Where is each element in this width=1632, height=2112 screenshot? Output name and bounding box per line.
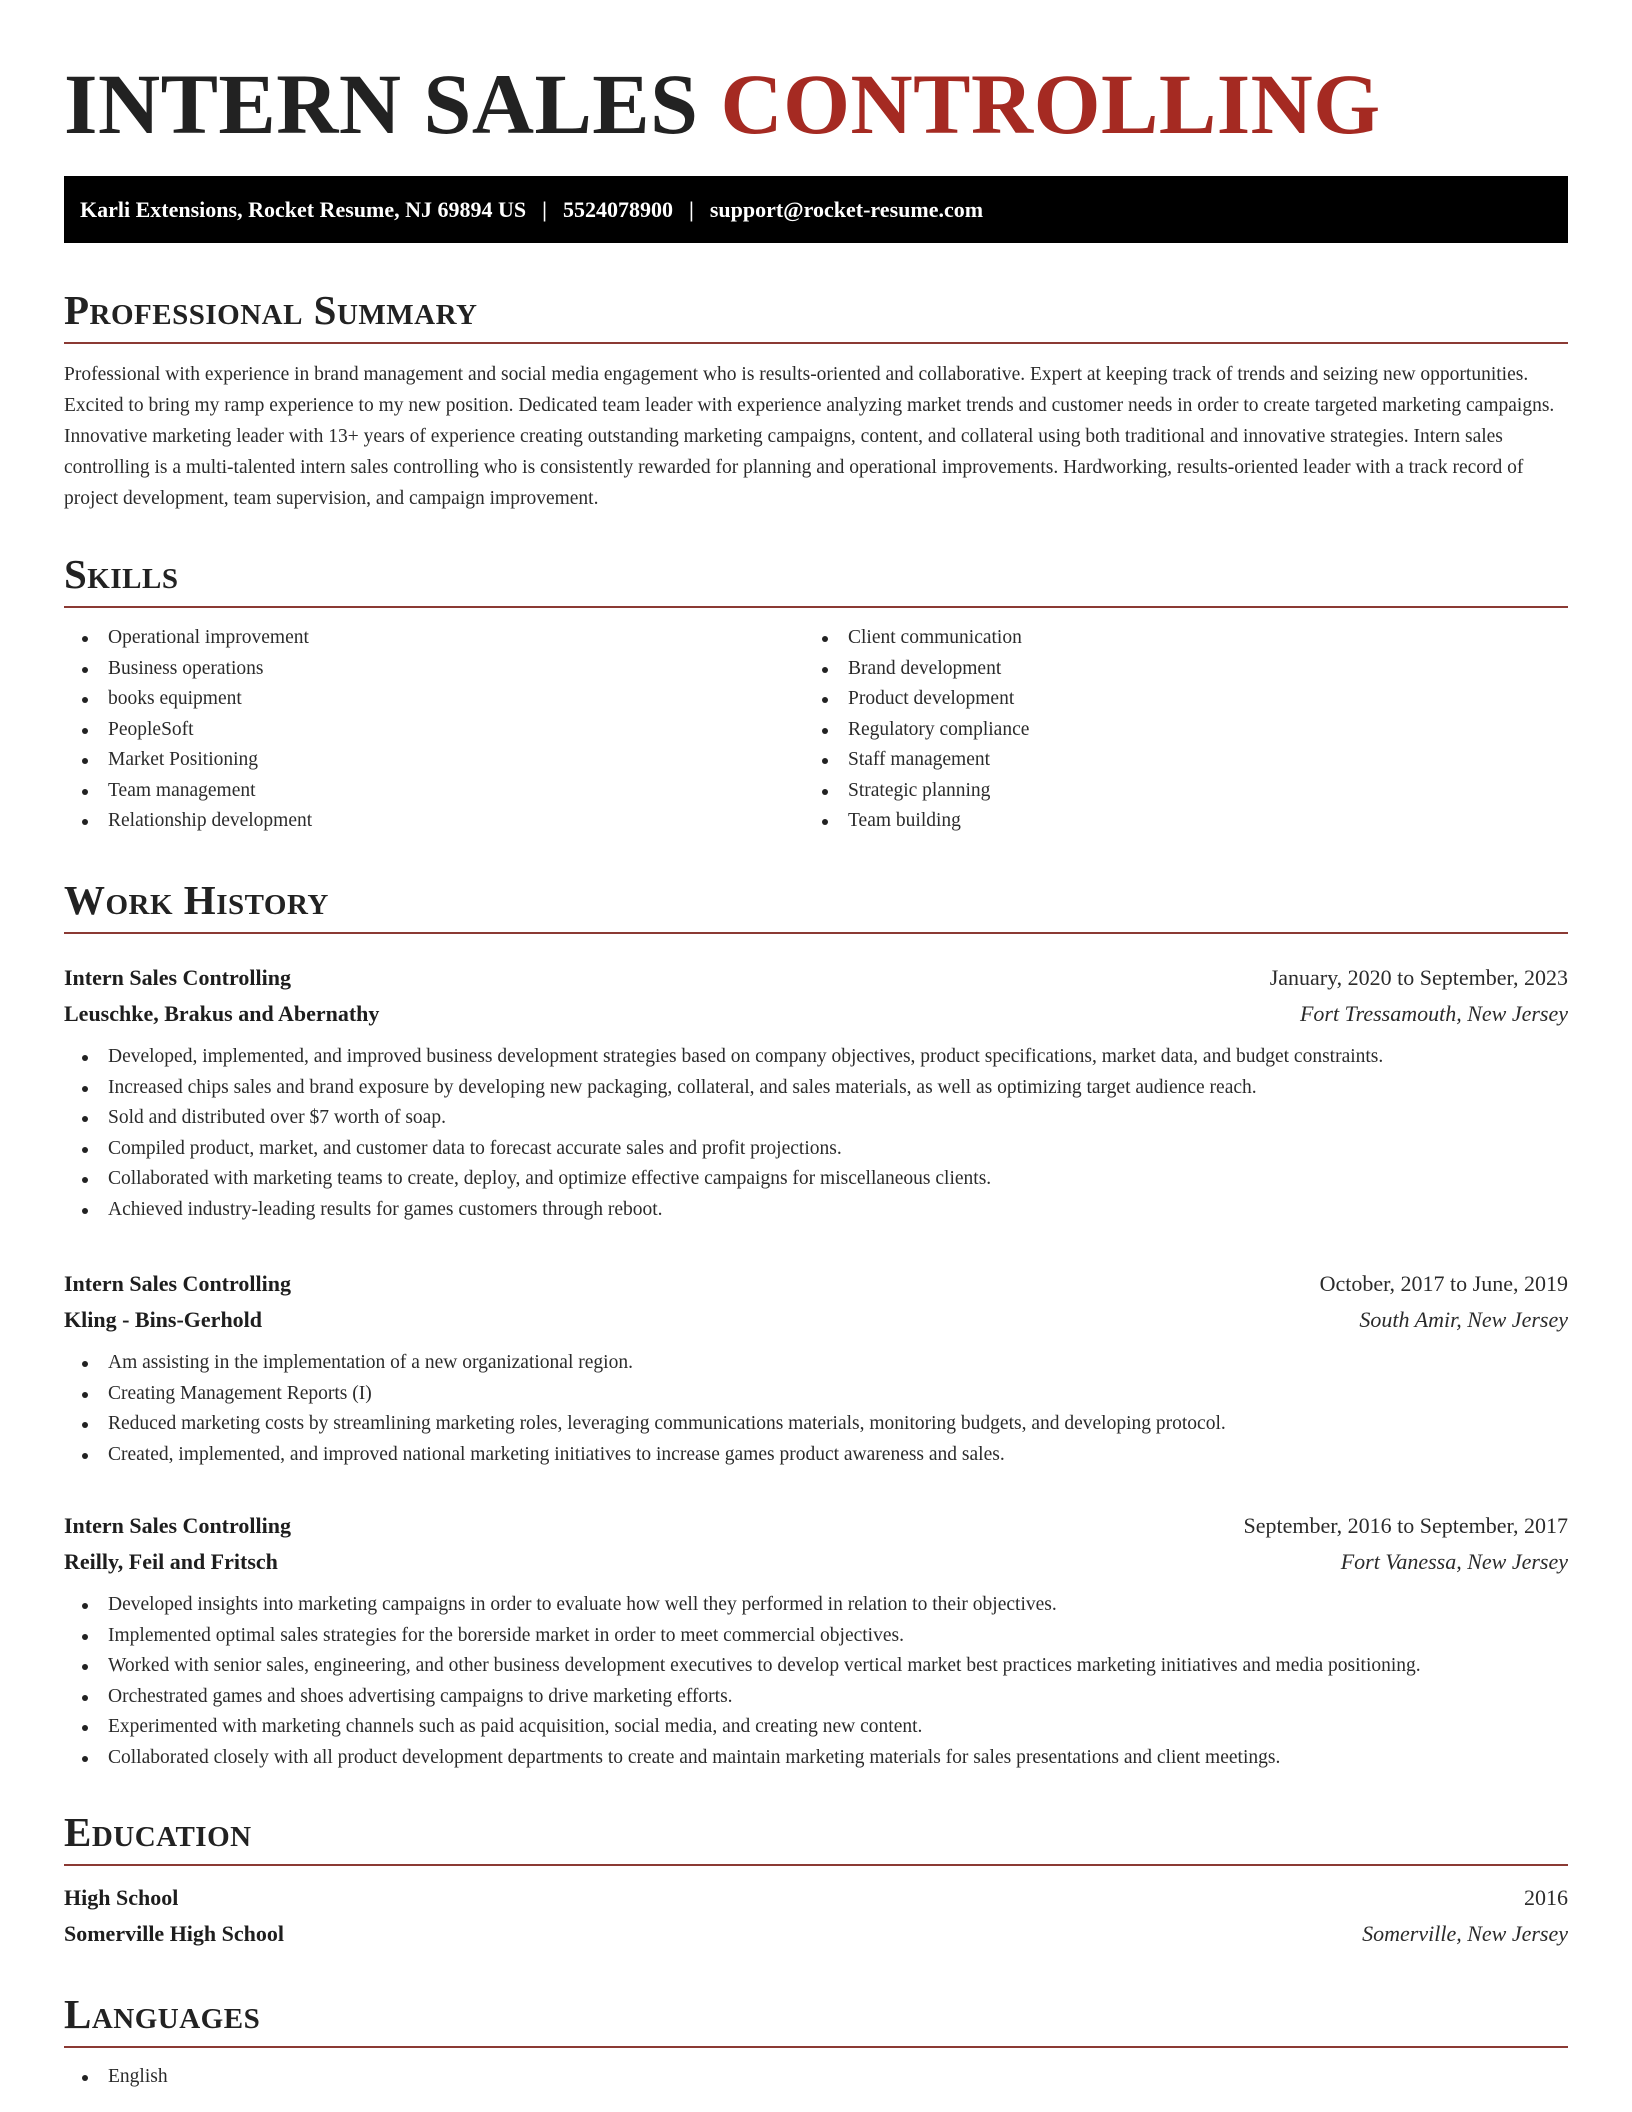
contact-address: Karli Extensions, Rocket Resume, NJ 69894 US bbox=[80, 196, 527, 222]
job-bullet: Collaborated with marketing teams to create, deploy, and optimize effective campaigns for miscellaneous clients. bbox=[64, 1164, 1568, 1195]
job-title: Intern Sales Controlling bbox=[64, 1513, 291, 1538]
section-divider bbox=[64, 932, 1568, 934]
education-degree: High School bbox=[64, 1885, 179, 1910]
section-title-work: Work History bbox=[64, 877, 329, 923]
job-entry bbox=[64, 960, 1568, 1225]
skill-item: Relationship development bbox=[64, 806, 804, 837]
languages-section bbox=[64, 1990, 1568, 2093]
title-part-1: INTERN SALES bbox=[64, 56, 699, 152]
education-school: Somerville High School bbox=[64, 1921, 284, 1946]
skill-item: Market Positioning bbox=[64, 745, 804, 776]
summary-text: Professional with experience in brand management and social media engagement who is results-oriented and collaborative. Expert at keeping track of trends and seizing new opportunities. Excited to bring my ramp experience to my new position. Dedicated team leader with experience analyzing market trends and customer needs in order to create targeted marketing campaigns. Innovative marketing leader with 13+ years of experience creating outstanding marketing campaigns, content, and collateral using both traditional and innovative strategies. Intern sales controlling is a multi-talented intern sales controlling who is consistently rewarded for planning and operational improvements. Hardworking, results-oriented leader with a track record of project development, team supervision, and campaign improvement. bbox=[64, 364, 1555, 509]
contact-separator: | bbox=[688, 196, 694, 222]
skill-item: Regulatory compliance bbox=[804, 715, 1544, 746]
job-dates: January, 2020 to September, 2023 bbox=[1269, 965, 1568, 990]
skills-list-left bbox=[64, 623, 804, 837]
job-dates: September, 2016 to September, 2017 bbox=[1243, 1513, 1568, 1538]
languages-list bbox=[64, 2062, 1568, 2093]
language-item: English bbox=[64, 2062, 1568, 2093]
job-bullets bbox=[64, 1042, 1568, 1225]
skill-item: Team building bbox=[804, 806, 1544, 837]
skill-item: books equipment bbox=[64, 684, 804, 715]
education-location: Somerville, New Jersey bbox=[1362, 1921, 1568, 1946]
contact-bar bbox=[64, 176, 1568, 243]
job-bullet: Orchestrated games and shoes advertising campaigns to drive marketing efforts. bbox=[64, 1682, 1568, 1713]
job-bullet: Worked with senior sales, engineering, and other business development executives to develop vertical market best practices marketing initiatives and media positioning. bbox=[64, 1651, 1568, 1682]
job-bullet: Creating Management Reports (I) bbox=[64, 1379, 1568, 1410]
skill-item: Brand development bbox=[804, 654, 1544, 685]
job-bullet: Sold and distributed over $7 worth of soap. bbox=[64, 1103, 1568, 1134]
skills-list-right bbox=[804, 623, 1544, 837]
job-company: Leuschke, Brakus and Abernathy bbox=[64, 1001, 380, 1026]
section-title-skills: Skills bbox=[64, 551, 179, 597]
job-title: Intern Sales Controlling bbox=[64, 1271, 291, 1296]
section-divider bbox=[64, 1864, 1568, 1866]
job-dates: October, 2017 to June, 2019 bbox=[1319, 1271, 1568, 1296]
job-entry bbox=[64, 1508, 1568, 1773]
skill-item: Team management bbox=[64, 776, 804, 807]
job-company: Reilly, Feil and Fritsch bbox=[64, 1549, 278, 1574]
job-location: South Amir, New Jersey bbox=[1359, 1307, 1568, 1332]
job-bullet: Am assisting in the implementation of a new organizational region. bbox=[64, 1348, 1568, 1379]
skill-item: Strategic planning bbox=[804, 776, 1544, 807]
job-bullet: Reduced marketing costs by streamlining marketing roles, leveraging communications materials, monitoring budgets, and developing protocol. bbox=[64, 1409, 1568, 1440]
job-company: Kling - Bins-Gerhold bbox=[64, 1307, 263, 1332]
job-location: Fort Tressamouth, New Jersey bbox=[1299, 1001, 1568, 1026]
resume-title bbox=[64, 58, 1381, 150]
contact-separator: | bbox=[542, 196, 547, 222]
summary-section bbox=[64, 286, 1568, 514]
job-bullets bbox=[64, 1590, 1568, 1773]
skills-columns bbox=[64, 623, 1568, 837]
job-title: Intern Sales Controlling bbox=[64, 965, 291, 990]
skill-item: Operational improvement bbox=[64, 623, 804, 654]
section-title-summary: Professional Summary bbox=[64, 287, 478, 333]
job-bullets bbox=[64, 1348, 1568, 1470]
job-bullet: Implemented optimal sales strategies for the borerside market in order to meet commercial objectives. bbox=[64, 1621, 1568, 1652]
job-bullet: Created, implemented, and improved national marketing initiatives to increase games product awareness and sales. bbox=[64, 1440, 1568, 1471]
skill-item: Client communication bbox=[804, 623, 1544, 654]
job-location: Fort Vanessa, New Jersey bbox=[1340, 1549, 1568, 1574]
skill-item: Product development bbox=[804, 684, 1544, 715]
section-divider bbox=[64, 2046, 1568, 2048]
section-title-languages: Languages bbox=[64, 1991, 261, 2037]
job-bullet: Increased chips sales and brand exposure by developing new packaging, collateral, and sales materials, as well as optimizing target audience reach. bbox=[64, 1073, 1568, 1104]
title-part-2: CONTROLLING bbox=[720, 56, 1381, 152]
skill-item: PeopleSoft bbox=[64, 715, 804, 746]
section-divider bbox=[64, 342, 1568, 344]
section-title-education: Education bbox=[64, 1809, 252, 1855]
section-divider bbox=[64, 606, 1568, 608]
job-bullet: Experimented with marketing channels such as paid acquisition, social media, and creating new content. bbox=[64, 1712, 1568, 1743]
contact-phone: 5524078900 bbox=[562, 196, 673, 222]
education-section bbox=[64, 1808, 1568, 1952]
job-bullet: Developed insights into marketing campaigns in order to evaluate how well they performed in relation to their objectives. bbox=[64, 1590, 1568, 1621]
work-history-section bbox=[64, 876, 1568, 934]
job-bullet: Collaborated closely with all product development departments to create and maintain marketing materials for sales presentations and client meetings. bbox=[64, 1743, 1568, 1774]
education-year: 2016 bbox=[1524, 1885, 1568, 1910]
job-bullet: Compiled product, market, and customer data to forecast accurate sales and profit projections. bbox=[64, 1134, 1568, 1165]
job-bullet: Achieved industry-leading results for games customers through reboot. bbox=[64, 1195, 1568, 1226]
skill-item: Business operations bbox=[64, 654, 804, 685]
job-entry bbox=[64, 1266, 1568, 1470]
contact-email: support@rocket-resume.com bbox=[709, 196, 984, 222]
skills-section bbox=[64, 550, 1568, 837]
skill-item: Staff management bbox=[804, 745, 1544, 776]
job-bullet: Developed, implemented, and improved business development strategies based on company objectives, product specifications, market data, and budget constraints. bbox=[64, 1042, 1568, 1073]
